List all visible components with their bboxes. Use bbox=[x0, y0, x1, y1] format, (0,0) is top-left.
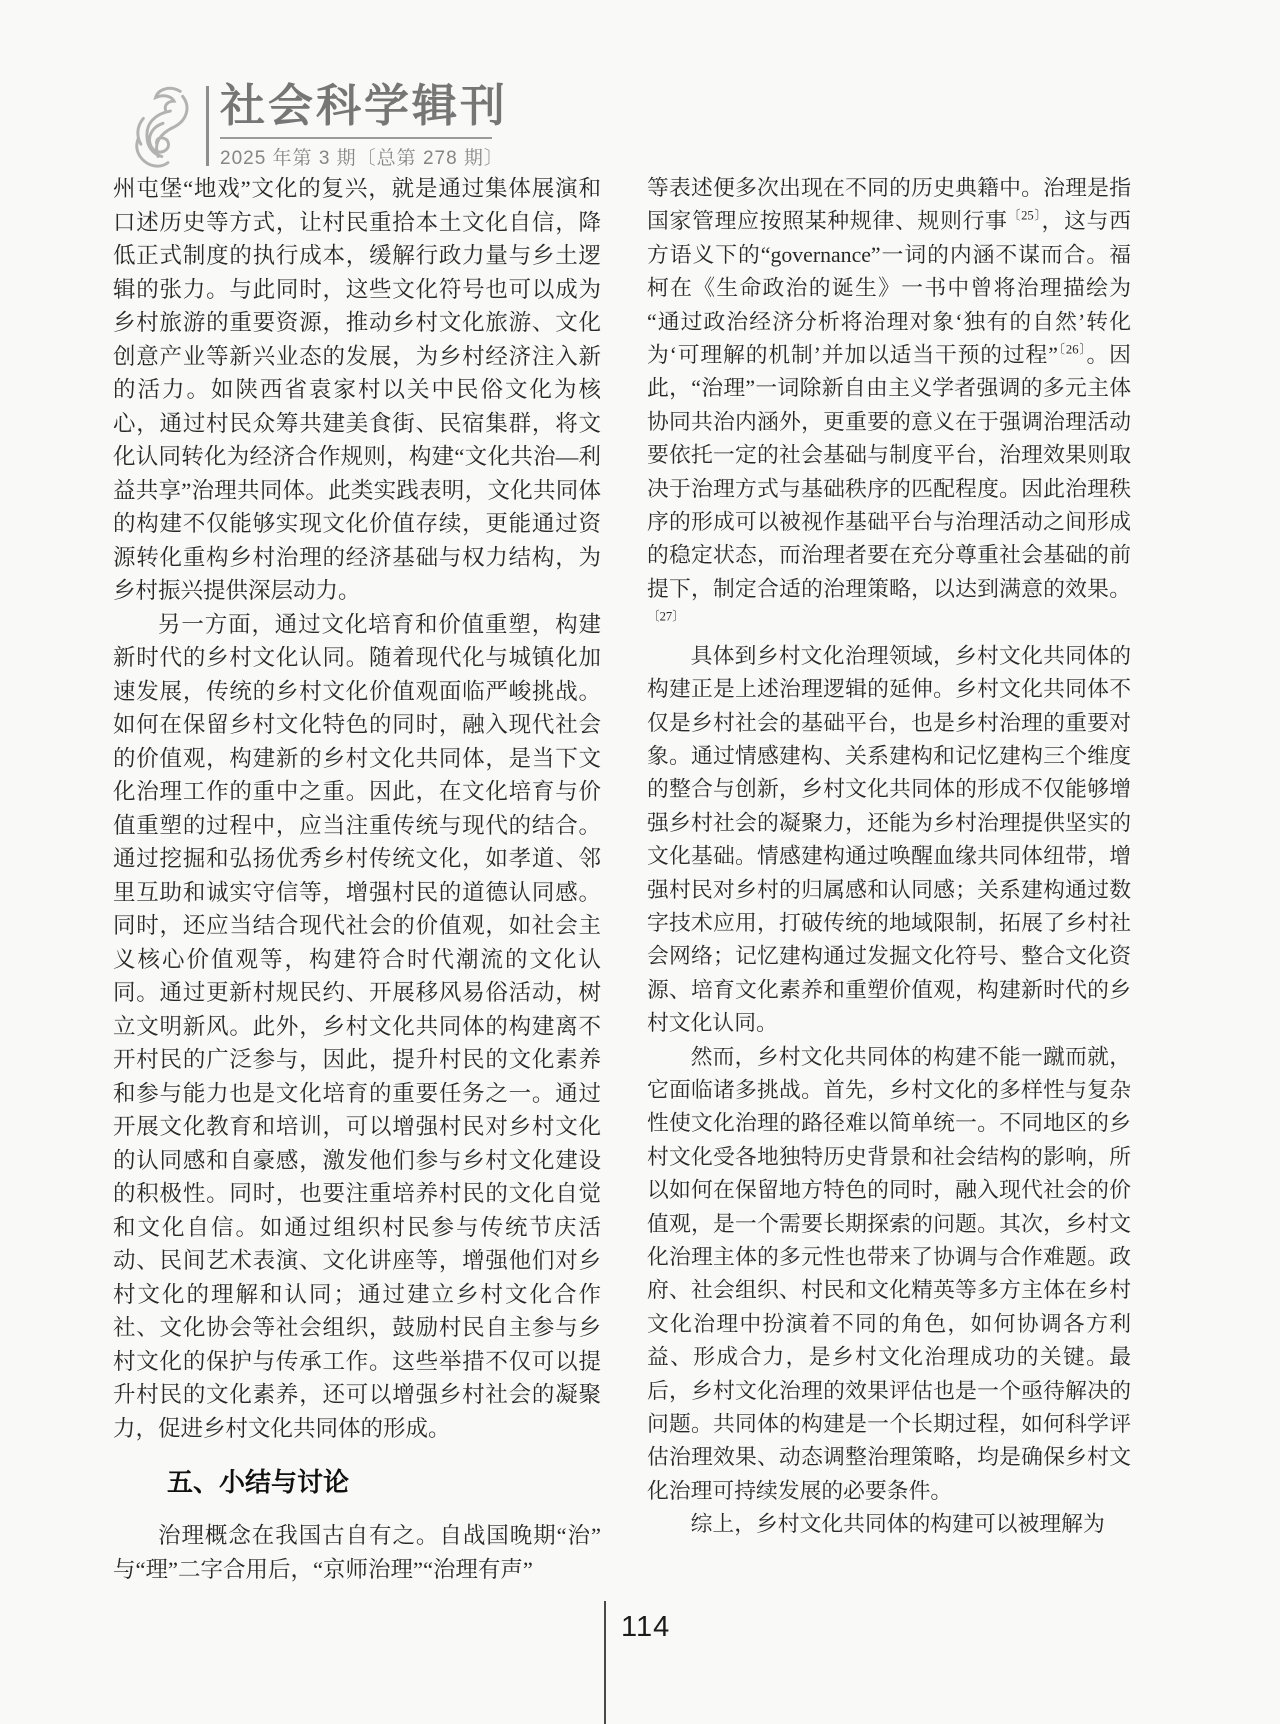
citation-ref: 〔26〕 bbox=[1057, 342, 1087, 357]
journal-title: 社会科学辑刊 bbox=[220, 81, 509, 131]
citation-ref: 〔27〕 bbox=[647, 610, 685, 625]
body-paragraph: 然而，乡村文化共同体的构建不能一蹴而就，它面临诸多挑战。首先，乡村文化的多样性与复杂性使文化治理的路径难以简单统一。不同地区的乡村文化受各地独特历史背景和社会结构的影响，所以如何在保留地方特色的同时，融入现代社会的价值观，是一个需要长期探索的问题。其次，乡村文化治理主体的多元性也带来了协调与合作难题。政府、社会组织、村民和文化精英等多方主体在乡村文化治理中扮演着不同的角色，如何协调各方利益、形成合力，是乡村文化治理成功的关键。最后，乡村文化治理的效果评估也是一个亟待解决的问题。共同体的构建是一个长期过程，如何科学评估治理效果、动态调整治理策略，均是确保乡村文化治理可持续发展的必要条件。 bbox=[647, 1044, 1131, 1503]
body-paragraph: 等表述便多次出现在不同的历史典籍中。治理是指国家管理应按照某种规律、规则行事$^{〔25〕}$，这与西方语义下的“governance”一词的内涵不谋而合。福柯在《生命政治的诞生》一书中曾将治理描绘为“通过政治经济分析将治理对象‘独有的自然’转化为‘可理解的机制’并加以适当干预的过程”$^{〔26〕}$。因此，“治理”一词除新自由主义学者强调的多元主体协同共治内涵外，更重要的意义在于强调治理活动要依托一定的社会基础与制度平台，治理效果则取决于治理方式与基础秩序的匹配程度。因此治理秩序的形成可以被视作基础平台与治理活动之间形成的稳定状态，而治理者要在充分尊重社会基础的前提下，制定合适的治理策略，以达到满意的效果。$^{〔27〕}$ bbox=[647, 176, 1131, 625]
body-paragraph: 具体到乡村文化治理领域，乡村文化共同体的构建正是上述治理逻辑的延伸。乡村文化共同体不仅是乡村社会的基础平台，也是乡村治理的重要对象。通过情感建构、关系建构和记忆建构三个维度的整合与创新，乡村文化共同体的形成不仅能够增强乡村社会的凝聚力，还能为乡村治理提供坚实的文化基础。情感建构通过唤醒血缘共同体纽带，增强村民对乡村的归属感和认同感；关系建构通过数字技术应用，打破传统的地域限制，拓展了乡村社会网络；记忆建构通过发掘文化符号、整合文化资源、培育文化素养和重塑价值观，构建新时代的乡村文化认同。 bbox=[647, 643, 1131, 1036]
body-paragraph: 治理概念在我国古自有之。自战国晚期“治”与“理”二字合用后，“京师治理”“治理有声” bbox=[113, 1523, 601, 1582]
page-number: 114 bbox=[621, 1611, 671, 1643]
journal-header bbox=[126, 82, 508, 170]
left-column bbox=[113, 172, 601, 1586]
section-heading: 五、小结与讨论 bbox=[167, 1468, 350, 1497]
footer-vertical-rule bbox=[604, 1601, 606, 1724]
right-column bbox=[647, 172, 1131, 1542]
body-paragraph: 另一方面，通过文化培育和价值重塑，构建新时代的乡村文化认同。随着现代化与城镇化加速发展，传统的乡村文化价值观面临严峻挑战。如何在保留乡村文化特色的同时，融入现代社会的价值观，构建新的乡村文化共同体，是当下文化治理工作的重中之重。因此，在文化培育与价值重塑的过程中，应当注重传统与现代的结合。通过挖掘和弘扬优秀乡村传统文化，如孝道、邻里互助和诚实守信等，增强村民的道德认同感。同时，还应当结合现代社会的价值观，如社会主义核心价值观等，构建符合时代潮流的文化认同。通过更新村规民约、开展移风易俗活动，树立文明新风。此外，乡村文化共同体的构建离不开村民的广泛参与，因此，提升村民的文化素养和参与能力也是文化培育的重要任务之一。通过开展文化教育和培训，可以增强村民对乡村文化的认同感和自豪感，激发他们参与乡村文化建设的积极性。同时，也要注重培养村民的文化自觉和文化自信。如通过组织村民参与传统节庆活动、民间艺术表演、文化讲座等，增强他们对乡村文化的理解和认同；通过建立乡村文化合作社、文化协会等社会组织，鼓励村民自主参与乡村文化的保护与传承工作。这些举措不仅可以提升村民的文化素养，还可以增强乡村社会的凝聚力，促进乡村文化共同体的形成。 bbox=[113, 611, 601, 1441]
citation-ref: 〔25〕 bbox=[1007, 209, 1042, 224]
header-horizontal-rule bbox=[220, 137, 492, 139]
journal-issue-info: 2025 年第 3 期〔总第 278 期〕 bbox=[220, 147, 504, 169]
body-paragraph: 州屯堡“地戏”文化的复兴，就是通过集体展演和口述历史等方式，让村民重拾本土文化自信，降低正式制度的执行成本，缓解行政力量与乡土逻辑的张力。与此同时，这些文化符号也可以成为乡村旅游的重要资源，推动乡村文化旅游、文化创意产业等新兴业态的发展，为乡村经济注入新的活力。如陕西省袁家村以关中民俗文化为核心，通过村民众筹共建美食街、民宿集群，将文化认同转化为经济合作规则，构建“文化共治—利益共享”治理共同体。此类实践表明，文化共同体的构建不仅能够实现文化价值存续，更能通过资源转化重构乡村治理的经济基础与权力结构，为乡村振兴提供深层动力。 bbox=[113, 176, 601, 603]
header-vertical-rule bbox=[206, 86, 209, 166]
phoenix-ornament-icon bbox=[126, 84, 200, 170]
body-paragraph: 综上，乡村文化共同体的构建可以被理解为 bbox=[690, 1512, 1105, 1537]
